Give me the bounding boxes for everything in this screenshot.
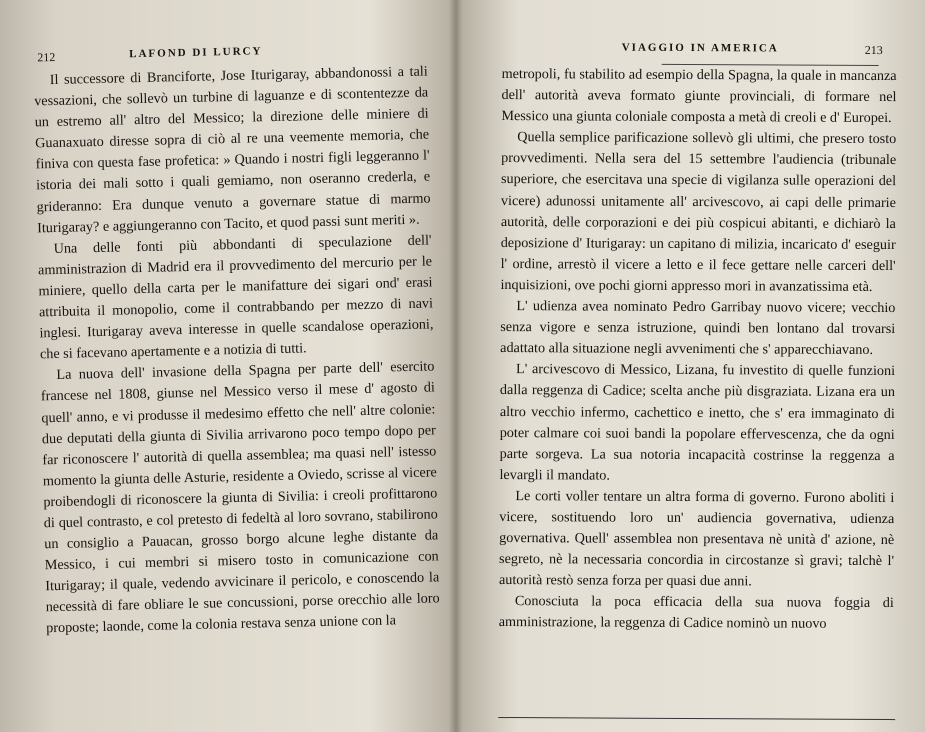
left-running-head: LAFOND DI LURCY [129, 45, 263, 61]
paragraph: L' udienza avea nominato Pedro Garribay nuovo vicere; vecchio senza vigore e senza istruzione, quindi ben lontano dal trovarsi adattato alla situazione negli avvenimenti che s' apparecchiavano. [500, 298, 896, 359]
paragraph: Il successore di Branciforte, Jose Iturigaray, abbandonossi a tali vessazioni, che sollevò un turbine di laguanze e di scontentezze da un estremo all' altro del Messico; la direzione delle miniere di Guanaxuato diresse sopra di ciò al re una veemente memoria, che finiva con questa fase profetica: » Quando i nostri figli leggeranno l' istoria dei mali sotto i quali gemiamo, non oseranno crederla, e grideranno: Era dunque venuto a governare statue di marmo Iturigaray? e aggiungeranno con Tacito, et quod passi sunt meriti ». [34, 63, 431, 237]
right-running-head: VIAGGIO IN AMERICA [621, 41, 779, 55]
paragraph: Quella semplice parificazione sollevò gli ultimi, che presero tosto provvedimenti. Nella sera del 15 settembre l'audiencia (tribunale superiore, che esercitava una specie di vigilanza sulle operazioni del vicere) adunossi unitamente all' arcivescovo, ai capi delle primarie autorità, delle corporazioni e dei più cospicui abitanti, e dichiarò la deposizione d' Iturigaray: un capitano di milizia, incaricato d' eseguir l' ordine, arrestò il vicere a letto e il fece gettare nelle carceri dell' inquisizioni, ove pochi giorni appresso mori in avanzatissima età. [500, 129, 897, 295]
paragraph: L' arcivescovo di Messico, Lizana, fu investito di quelle funzioni dalla reggenza di Cadice; scelta anche più disgraziata. Lizana era un altro vecchio infermo, cachettico e inetto, che s' era immaginato di poter calmare coi suoi bandi la popolare effervescenza, che da ogni parte sorgeva. La sua notoria incapacità costrinse la reggenza a levargli il mandato. [499, 361, 896, 484]
paragraph: Le corti voller tentare un altra forma di governo. Furono aboliti i vicere, sostituendo loro un' audiencia governativa, udienza governativa. Quell' assemblea non presentava nè unità d' azione, nè segreto, nè la necessaria concordia in circostanze sì gravi; talchè l' autorità restò senza forza per quasi due anni. [498, 487, 895, 590]
right-page [462, 0, 917, 633]
paragraph: metropoli, fu stabilito ad esempio della Spagna, la quale in mancanza dell' autorità aveva formato giunte provinciali, di formare nel Messico una giunta coloniale composta a metà di creoli e d' Europei. [501, 66, 897, 127]
paragraph: Una delle fonti più abbondanti di speculazione dell' amministrazion di Madrid era il provvedimento del mercurio per le miniere, quello della carta per le manifatture dei sigari ond' erasi attribuita il monopolio, come il contrabbando per mezzo di navi inglesi. Iturigaray aveva interesse in quelle scandalose operazioni, che si facevano apertamente e a notizia di tutti. [37, 232, 434, 363]
right-page-header [622, 42, 893, 63]
left-page-number: 212 [37, 49, 56, 65]
left-page [8, 0, 448, 637]
left-page-text [34, 61, 441, 639]
paragraph: La nuova dell' invasione della Spagna per parte dell' esercito francese nel 1808, giunse nel Messico verso il mese d' agosto di quell' anno, e vi produsse il medesimo effetto che nell' altre colonie: due deputati della giunta di Sivilia arrivarono poco tempo dopo per far riconoscere l' autorità di quella assemblea; ma quasi nell' istesso momento la giunta delle Asturie, residente a Oviedo, scrisse al vicere proibendogli di riconoscere la giunta di Sivilia: i creoli profittarono di quel contrasto, e col pretesto di fedeltà al loro sovrano, stabilirono un consiglio a Pauacan, grosso borgo alcune leghe distante da Messico, i cui membri si misero tosto in comunicazione con Iturigaray; il quale, vedendo avvicinare il pericolo, e conoscendo la necessità di fare obliare le sue concussioni, porse orecchio alle loro proposte; laonde, come la colonia restava senza unione con la [40, 358, 440, 637]
paragraph: Conosciuta la poca efficacia della sua nuova foggia di amministrazione, la reggenza di Cadice nominò un nuovo [498, 593, 894, 633]
right-page-number: 213 [864, 42, 883, 58]
right-page-text [499, 64, 897, 636]
page-bottom-rule [498, 717, 895, 720]
